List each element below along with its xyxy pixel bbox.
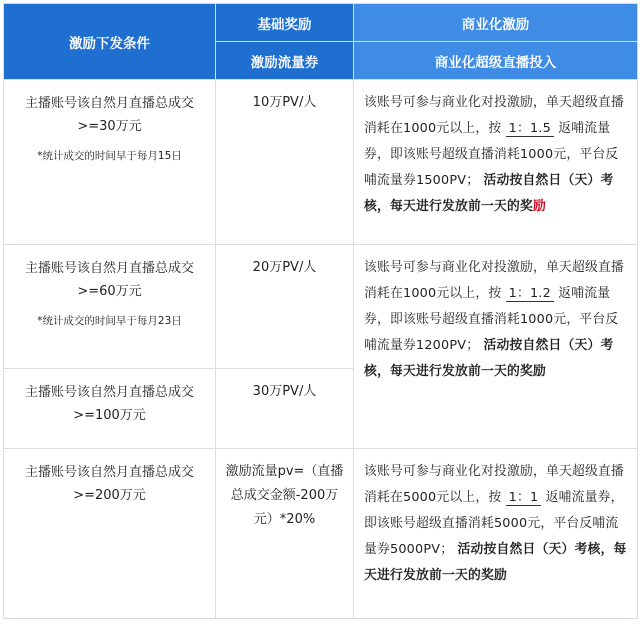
base-reward-value: 激励流量pv=（直播总成交金额-200万元）*20% (225, 464, 344, 527)
table-row (4, 449, 638, 619)
condition-threshold: >=30万元 (77, 119, 142, 134)
condition-text: 主播账号该自然月直播总成交 (24, 261, 194, 276)
incentive-table (3, 3, 638, 619)
biz-text: 该账号可参与商业化对投激励，单天超级直播消耗在5000元以上，按 (364, 464, 624, 505)
header-biz-incentive-sub: 商业化超级直播投入 (354, 42, 638, 80)
condition-text: 主播账号该自然月直播总成交 (24, 96, 194, 111)
condition-text: 主播账号该自然月直播总成交 (24, 465, 194, 480)
condition-cell (4, 369, 216, 449)
biz-ratio: 1：1.5 (506, 121, 554, 137)
header-condition: 激励下发条件 (4, 4, 216, 80)
biz-rule: 活动按自然日（天）考核，每天进行发放前一天的奖励 (364, 542, 627, 583)
header-biz-incentive: 商业化激励 (354, 4, 638, 42)
biz-ratio: 1：1.2 (506, 286, 554, 302)
base-reward-cell (216, 245, 354, 369)
condition-cell (4, 245, 216, 369)
biz-text-detail: 返哺流量券，即该账号超级直播消耗1000元，平台反哺流量券1500PV； (364, 121, 619, 188)
biz-incentive-cell (354, 80, 638, 245)
condition-note: *统计成交的时间早于每月15日 (37, 150, 182, 162)
biz-incentive-cell (354, 245, 638, 449)
biz-rule-tail: 励 (532, 199, 546, 214)
biz-text: 该账号可参与商业化对投激励，单天超级直播消耗在1000元以上，按 (364, 95, 624, 136)
condition-note: *统计成交的时间早于每月23日 (37, 315, 182, 327)
biz-text-detail: 返哺流量券，即该账号超级直播消耗5000元，平台反哺流量券5000PV； (364, 490, 624, 557)
base-reward-cell (216, 369, 354, 449)
condition-threshold: >=100万元 (73, 408, 146, 423)
base-reward-value: 30万PV/人 (252, 384, 317, 399)
condition-threshold: >=200万元 (73, 488, 146, 503)
condition-threshold: >=60万元 (77, 284, 142, 299)
base-reward-value: 10万PV/人 (252, 95, 317, 110)
table-row (4, 80, 638, 245)
header-base-reward: 基础奖励 (216, 4, 354, 42)
condition-text: 主播账号该自然月直播总成交 (24, 385, 194, 400)
base-reward-cell (216, 80, 354, 245)
base-reward-value: 20万PV/人 (252, 260, 317, 275)
biz-text-detail: 返哺流量券，即该账号超级直播消耗1000元，平台反哺流量券1200PV； (364, 286, 619, 353)
biz-text: 该账号可参与商业化对投激励，单天超级直播消耗在1000元以上，按 (364, 260, 624, 301)
biz-ratio: 1：1 (506, 490, 542, 506)
header-base-reward-sub: 激励流量券 (216, 42, 354, 80)
biz-incentive-cell (354, 449, 638, 619)
biz-rule: 活动按自然日（天）考核，每天进行发放前一天的奖 (364, 173, 614, 214)
biz-rule: 活动按自然日（天）考核，每天进行发放前一天的奖励 (364, 338, 614, 379)
condition-cell (4, 449, 216, 619)
table-row (4, 245, 638, 369)
base-reward-cell (216, 449, 354, 619)
condition-cell (4, 80, 216, 245)
